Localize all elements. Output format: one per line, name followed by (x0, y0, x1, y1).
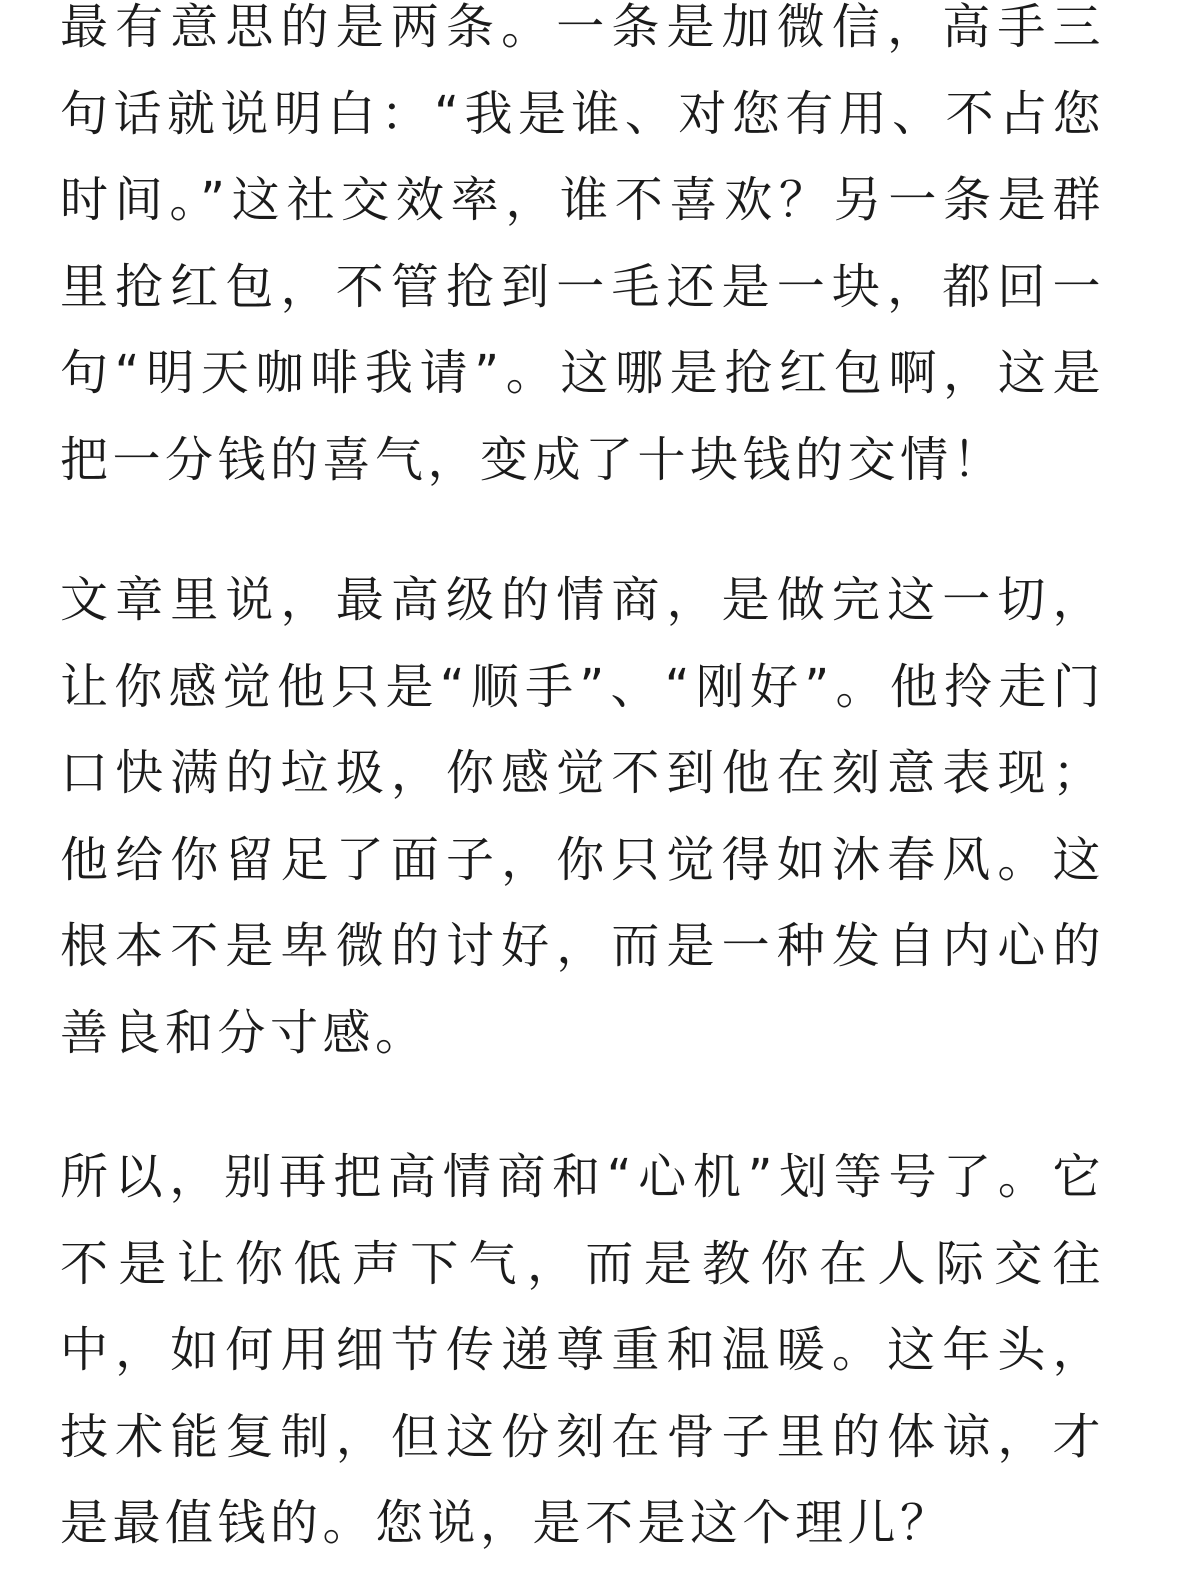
paragraph: 文章里说，最高级的情商，是做完这一切，让你感觉他只是“顺手”、“刚好”。他拎走门口快满的垃圾，你感觉不到他在刻意表现；他给你留足了面子，你只觉得如沐春风。这根本不是卑微的讨好，而是一种发自内心的善良和分寸感。 (60, 572, 1105, 1061)
paragraph: 所以，别再把高情商和“心机”划等号了。它不是让你低声下气，而是教你在人际交往中，如何用细节传递尊重和温暖。这年头，技术能复制，但这份刻在骨子里的体谅，才是最值钱的。您说，是不是这个理儿？ (60, 1149, 1105, 1551)
paragraph: 最有意思的是两条。一条是加微信，高手三句话就说明白：“我是谁、对您有用、不占您时间。”这社交效率，谁不喜欢？另一条是群里抢红包，不管抢到一毛还是一块，都回一句“明天咖啡我请”。这哪是抢红包啊，这是把一分钱的喜气，变成了十块钱的交情！ (60, 0, 1105, 488)
